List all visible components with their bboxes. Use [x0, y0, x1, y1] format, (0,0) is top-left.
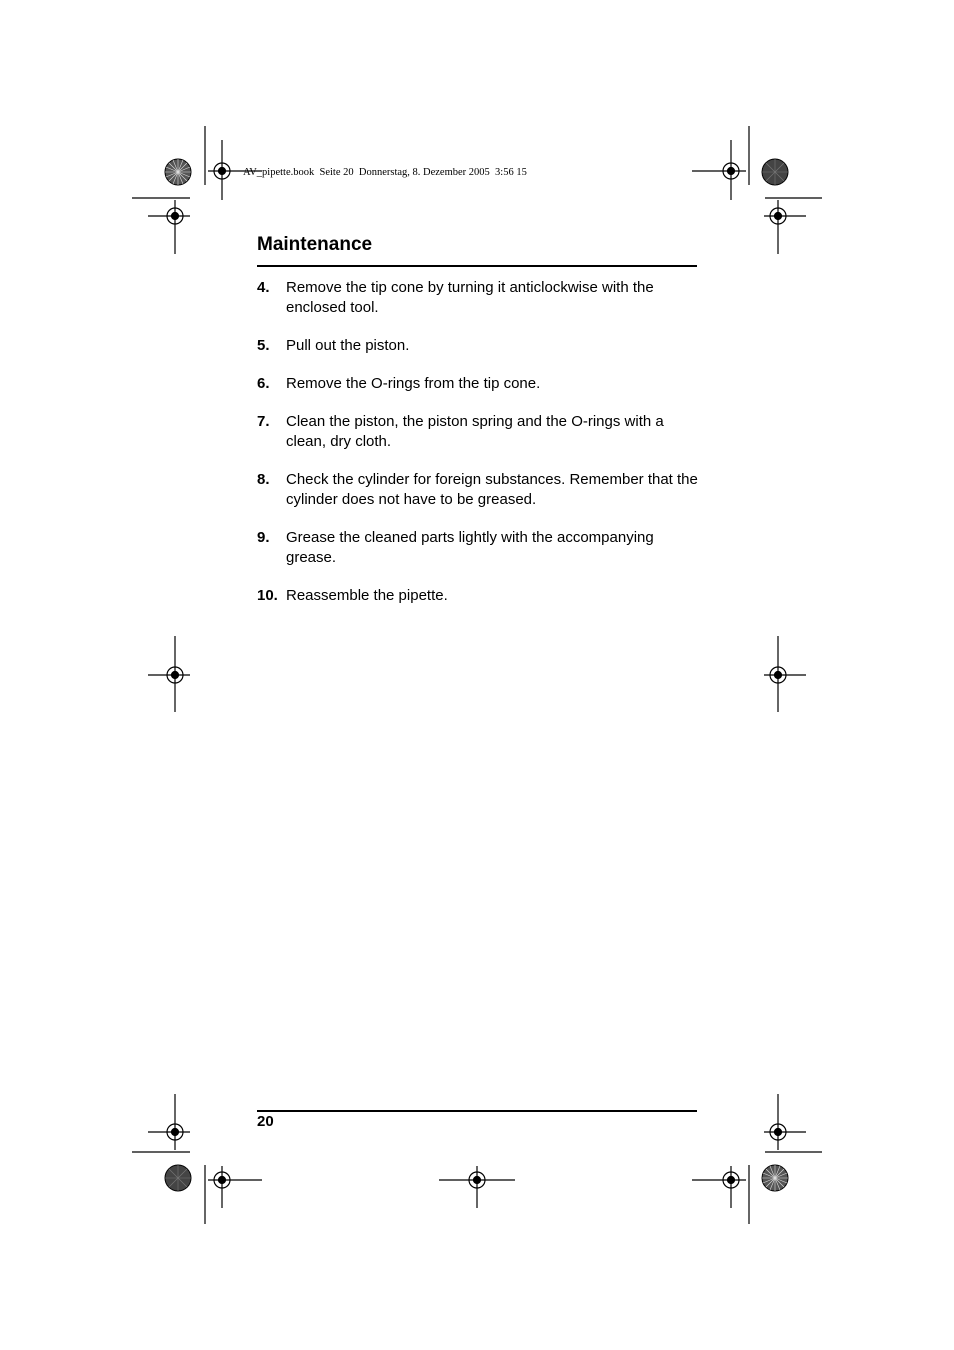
maintenance-steps: [257, 278, 702, 606]
registration-target-icon: [764, 200, 806, 254]
step-number: 5.: [257, 337, 270, 354]
registration-target-icon: [764, 1094, 806, 1150]
list-item: [257, 278, 702, 318]
footer-rule: [257, 1110, 697, 1112]
page-number: 20: [257, 1113, 274, 1130]
registration-target-icon: [692, 140, 746, 200]
step-text: Remove the tip cone by turning it anticlockwise with the enclosed tool.: [286, 279, 654, 316]
step-text: Check the cylinder for foreign substances. Remember that the cylinder does not have to be greased.: [286, 471, 698, 508]
step-number: 8.: [257, 471, 270, 488]
header-rule: [257, 265, 697, 267]
step-text: Reassemble the pipette.: [286, 587, 448, 604]
step-number: 9.: [257, 529, 270, 546]
step-number: 6.: [257, 375, 270, 392]
step-number: 4.: [257, 279, 270, 296]
star-target-icon: [165, 159, 191, 185]
step-text: Grease the cleaned parts lightly with the accompanying grease.: [286, 529, 654, 566]
registration-target-icon: [148, 1094, 190, 1150]
print-slug: AV_pipette.book Seite 20 Donnerstag, 8. Dezember 2005 3:56 15: [243, 167, 527, 178]
list-item: [257, 412, 702, 452]
star-target-icon: [165, 1165, 191, 1191]
step-text: Remove the O-rings from the tip cone.: [286, 375, 541, 392]
step-text: Pull out the piston.: [286, 337, 410, 354]
registration-target-icon: [148, 636, 190, 712]
list-item: [257, 586, 702, 606]
list-item: [257, 374, 702, 394]
step-number: 7.: [257, 413, 270, 430]
registration-target-icon: [439, 1166, 515, 1208]
step-text: Clean the piston, the piston spring and the O-rings with a clean, dry cloth.: [286, 413, 664, 450]
step-number: 10.: [257, 587, 278, 604]
list-item: [257, 470, 702, 510]
registration-target-icon: [208, 1166, 262, 1208]
list-item: [257, 336, 702, 356]
star-target-icon: [762, 159, 788, 185]
registration-target-icon: [148, 200, 190, 254]
section-title: Maintenance: [257, 234, 373, 255]
registration-target-icon: [764, 636, 806, 712]
registration-target-icon: [692, 1166, 746, 1208]
star-target-icon: [762, 1165, 788, 1191]
list-item: [257, 528, 702, 568]
